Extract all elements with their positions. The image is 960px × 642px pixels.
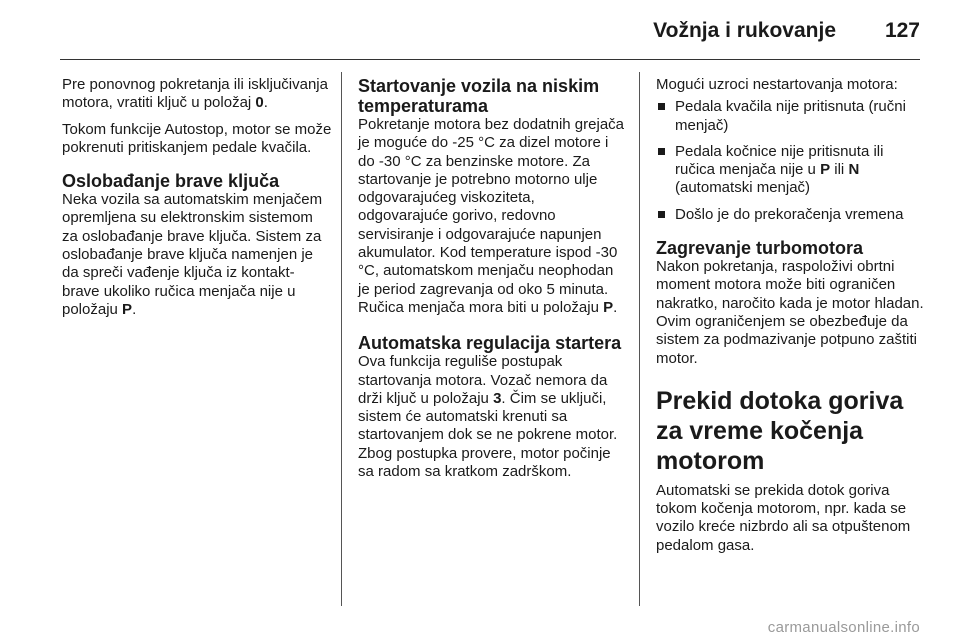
section-cold-start	[358, 76, 628, 317]
heading-fuel-cutoff: Prekid dotoka goriva za vreme kočenja motorom	[656, 386, 904, 475]
page-number: 127	[884, 19, 920, 42]
paragraph-starter-control: Ova funkcija reguliše postupak startovanja motora. Vozač nemora da drži ključ u položaju 3. Čim se uključi, sistem će automatski krenuti sa startovanjem dok se ne pokrene motor. Zbog postupka provere, motor počinje sa radom sa kratkom zadrškom.	[358, 353, 618, 481]
header-rule	[60, 59, 920, 60]
square-bullet-icon	[658, 103, 665, 110]
paragraph-key-release: Neka vozila sa automatskim menjačem opremljena su elektronskim sistemom za oslobađanje brave ključa. Sistem za oslobađanje brave ključa namenjen je da spreči vađenje ključa iz kontakt-brave ukoliko ručica menjača nije u položaju P.	[62, 191, 323, 318]
section-fuel-cutoff	[656, 386, 924, 555]
section-turbo-warmup	[656, 238, 924, 368]
chapter-title: Vožnja i rukovanje	[653, 19, 836, 42]
heading-starter-control: Automatska regulacija startera	[358, 333, 622, 354]
square-bullet-icon	[658, 148, 665, 155]
column-divider-right	[639, 72, 640, 606]
list-item: Pedala kvačila nije pritisnuta (ručni menjač)	[656, 98, 924, 135]
page-header	[0, 0, 960, 66]
column-left	[62, 76, 332, 331]
paragraph-key-position: Pre ponovnog pokretanja ili isključivanja motora, vratiti ključ u položaj 0.	[62, 76, 328, 112]
square-bullet-icon	[658, 211, 665, 218]
paragraph-autostop: Tokom funkcije Autostop, motor se može pokrenuti pritiskanjem pedale kvačila.	[62, 120, 332, 156]
section-key-release	[62, 171, 332, 319]
heading-turbo-warmup: Zagrevanje turbomotora	[656, 238, 864, 259]
section-starter-control	[358, 333, 628, 481]
column-divider-left	[341, 72, 342, 606]
column-middle	[358, 76, 628, 493]
column-right	[656, 76, 924, 567]
paragraph-fuel-cutoff: Automatski se prekida dotok goriva tokom kočenja motorom, npr. kada se vozilo kreće nizbrdo ali sa otpuštenom pedalom gasa.	[656, 481, 911, 554]
heading-cold-start: Startovanje vozila na niskim temperaturama	[358, 76, 600, 116]
paragraph-turbo-warmup: Nakon pokretanja, raspoloživi obrtni moment motora može biti ograničen nakratko, naročito kada je motor hladan. Ovim ograničenjem se obezbeđuje da sistem za podmazivanje potpuno zaštiti motor.	[656, 258, 924, 367]
list-item: Došlo je do prekoračenja vremena	[656, 206, 924, 224]
paragraph-cold-start: Pokretanje motora bez dodatnih grejača je moguće do -25 °C za dizel motore i do -30 °C za benzinske motore. Za startovanje je potrebno motorno ulje odgovarajućeg viskoziteta, odgovarajuće gorivo, redovno servisiranje i odgovarajuće napunjen akumulator. Kod temperature ispod -30 °C, automatskom menjaču neophodan je period zagrevanja od oko 5 minuta. Ručica menjača mora biti u položaju P.	[358, 116, 625, 316]
start-failure-list	[656, 98, 924, 224]
paragraph-start-failure-intro: Mogući uzroci nestartovanja motora:	[656, 76, 898, 93]
watermark: carmanualsonline.info	[767, 619, 920, 636]
list-item: Pedala kočnice nije pritisnuta ili ručica menjača nije u P ili N (automatski menjač)	[656, 143, 924, 198]
heading-key-release: Oslobađanje brave ključa	[62, 171, 280, 192]
